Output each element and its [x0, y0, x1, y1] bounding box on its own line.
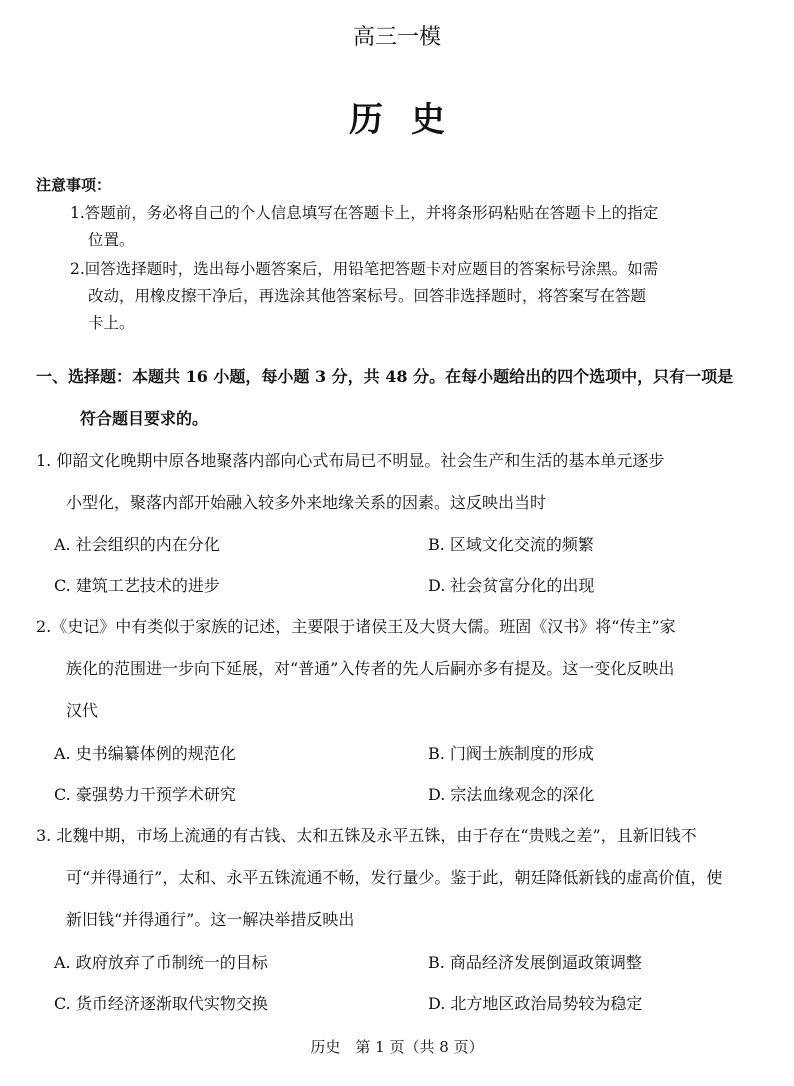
option-a[interactable]: A. 政府放弃了币制统一的目标 — [54, 953, 268, 972]
question-text: 汉代 — [66, 701, 99, 720]
question-2 — [36, 606, 760, 732]
section-heading-line: 一、选择题：本题共 16 小题，每小题 3 分，共 48 分。在每小题给出的四个选项中，只有一项是 — [36, 367, 734, 386]
note-text: 答题前，务必将自己的个人信息填写在答题卡上，并将条形码粘贴在答题卡上的指定 — [84, 204, 659, 222]
page-footer: 历史 第 1 页（共 8 页） — [310, 1038, 484, 1056]
question-text: 2.《史记》中有类似于家族的记述，主要限于诸侯王及大贤大儒。班固《汉书》将“传主”家 — [36, 617, 676, 636]
question-1 — [36, 440, 760, 524]
section-heading-line: 符合题目要求的。 — [80, 409, 209, 428]
question-text: 1. 仰韶文化晚期中原各地聚落内部向心式布局已不明显。社会生产和生活的基本单元逐步 — [36, 451, 665, 470]
option-b[interactable]: B. 区域文化交流的频繁 — [428, 535, 594, 554]
question-2-options — [54, 741, 760, 823]
note-text: 位置。 — [88, 231, 135, 249]
question-text: 族化的范围进一步向下延展，对“普通”入传者的先人后嗣亦多有提及。这一变化反映出 — [66, 659, 675, 678]
page-title: 历史 — [349, 100, 473, 140]
question-text: 小型化，聚落内部开始融入较多外来地缘关系的因素。这反映出当时 — [66, 493, 547, 512]
option-a[interactable]: A. 社会组织的内在分化 — [54, 535, 220, 554]
note-number: 2. — [70, 260, 85, 278]
question-3 — [36, 815, 760, 941]
option-row — [54, 991, 760, 1032]
exam-name: 高三一模 — [352, 25, 441, 50]
option-row — [54, 532, 760, 573]
option-c[interactable]: C. 豪强势力干预学术研究 — [54, 785, 236, 804]
option-c[interactable]: C. 货币经济逐渐取代实物交换 — [54, 994, 268, 1013]
notes-heading: 注意事项： — [36, 176, 112, 194]
question-text: 新旧钱“并得通行”。这一解决举措反映出 — [66, 910, 355, 929]
note-text: 卡上。 — [88, 314, 135, 332]
option-d[interactable]: D. 北方地区政治局势较为稳定 — [428, 994, 643, 1013]
note-text: 改动，用橡皮擦干净后，再选涂其他答案标号。回答非选择题时，将答案写在答题 — [88, 287, 647, 305]
note-number: 1. — [70, 204, 85, 222]
note-item-2 — [70, 256, 760, 337]
section-heading — [36, 356, 760, 440]
option-a[interactable]: A. 史书编纂体例的规范化 — [54, 744, 236, 763]
option-row — [54, 741, 760, 782]
question-text: 3. 北魏中期，市场上流通的有古钱、太和五铢及永平五铢，由于存在“贵贱之差”，且新旧钱不 — [36, 826, 697, 845]
question-3-options — [54, 950, 760, 1032]
option-row — [54, 950, 760, 991]
option-b[interactable]: B. 门阀士族制度的形成 — [428, 744, 594, 763]
option-d[interactable]: D. 社会贫富分化的出现 — [428, 576, 595, 595]
option-c[interactable]: C. 建筑工艺技术的进步 — [54, 576, 220, 595]
question-1-options — [54, 532, 760, 614]
note-item-1 — [70, 200, 760, 254]
option-d[interactable]: D. 宗法血缘观念的深化 — [428, 785, 595, 804]
option-b[interactable]: B. 商品经济发展倒逼政策调整 — [428, 953, 642, 972]
question-text: 可“并得通行”，太和、永平五铢流通不畅，发行量少。鉴于此，朝廷降低新钱的虚高价值，使 — [66, 868, 723, 887]
note-text: 回答选择题时，选出每小题答案后，用铅笔把答题卡对应题目的答案标号涂黑。如需 — [84, 260, 659, 278]
